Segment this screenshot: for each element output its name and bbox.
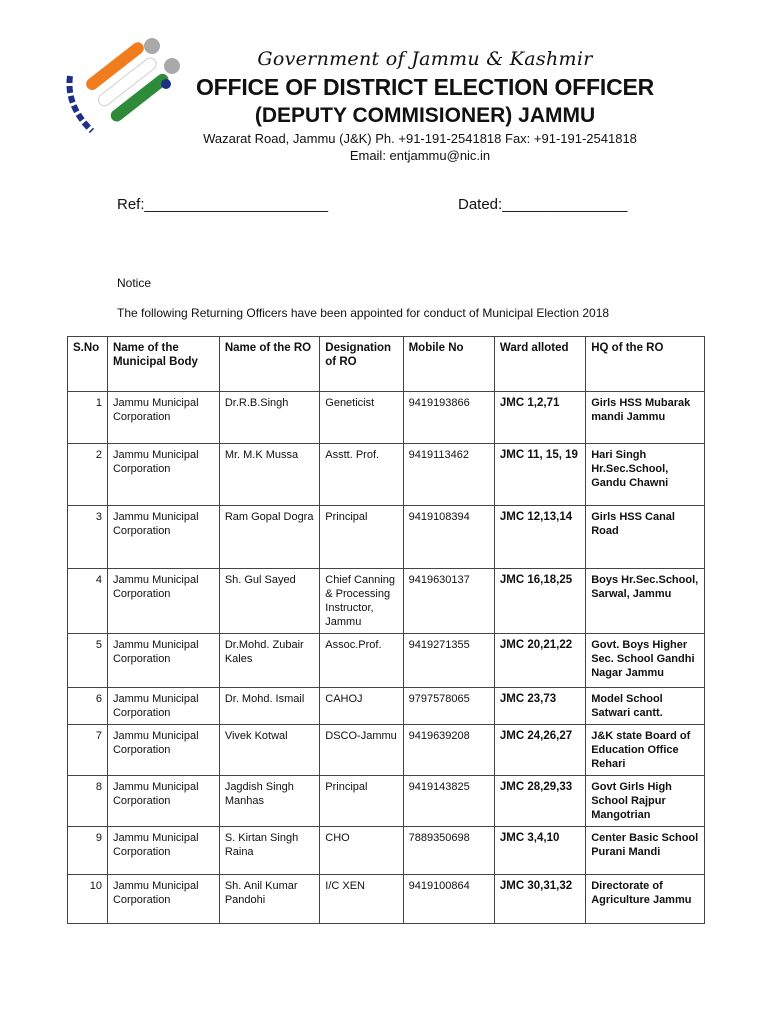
returning-officers-table — [67, 336, 705, 924]
cell-sno: 1 — [68, 392, 108, 444]
cell-hq: Girls HSS Mubarak mandi Jammu — [586, 392, 705, 444]
office-address: Wazarat Road, Jammu (J&K) Ph. +91-191-2541818 Fax: +91-191-2541818 — [203, 131, 637, 146]
cell-designation: Assoc.Prof. — [320, 634, 403, 688]
cell-sno: 3 — [68, 506, 108, 569]
notice-heading: Notice — [117, 276, 152, 290]
cell-ro-name: Dr.Mohd. Zubair Kales — [219, 634, 319, 688]
cell-mobile: 9419108394 — [403, 506, 494, 569]
header-sno: S.No — [68, 337, 108, 392]
cell-municipal-body: Jammu Municipal Corporation — [107, 776, 219, 827]
cell-hq: Govt. Boys Higher Sec. School Gandhi Nagar Jammu — [586, 634, 705, 688]
header-municipal-body: Name of the Municipal Body — [107, 337, 219, 392]
header-hq: HQ of the RO — [586, 337, 705, 392]
cell-ward: JMC 12,13,14 — [494, 506, 585, 569]
cell-municipal-body: Jammu Municipal Corporation — [107, 392, 219, 444]
header-designation: Designation of RO — [320, 337, 403, 392]
table-row — [68, 634, 705, 688]
cell-ward: JMC 1,2,71 — [494, 392, 585, 444]
table-row — [68, 875, 705, 924]
dated-line: Dated:_______________ — [458, 196, 628, 213]
cell-ward: JMC 3,4,10 — [494, 827, 585, 875]
cell-ward: JMC 30,31,32 — [494, 875, 585, 924]
cell-municipal-body: Jammu Municipal Corporation — [107, 569, 219, 634]
cell-designation: DSCO-Jammu — [320, 725, 403, 776]
cell-municipal-body: Jammu Municipal Corporation — [107, 444, 219, 506]
cell-municipal-body: Jammu Municipal Corporation — [107, 827, 219, 875]
cell-municipal-body: Jammu Municipal Corporation — [107, 725, 219, 776]
cell-sno: 4 — [68, 569, 108, 634]
cell-mobile: 9419630137 — [403, 569, 494, 634]
logo-grey-dot — [164, 58, 180, 74]
table-row — [68, 776, 705, 827]
cell-ro-name: Vivek Kotwal — [219, 725, 319, 776]
cell-ward: JMC 16,18,25 — [494, 569, 585, 634]
table-row — [68, 688, 705, 725]
header-ro-name: Name of the RO — [219, 337, 319, 392]
notice-intro: The following Returning Officers have been appointed for conduct of Municipal Election 2018 — [117, 306, 610, 320]
header-mobile: Mobile No — [403, 337, 494, 392]
cell-ward: JMC 23,73 — [494, 688, 585, 725]
cell-designation: I/C XEN — [320, 875, 403, 924]
cell-hq: Hari Singh Hr.Sec.School, Gandu Chawni — [586, 444, 705, 506]
table-row — [68, 569, 705, 634]
cell-designation: CHO — [320, 827, 403, 875]
cell-ro-name: Jagdish Singh Manhas — [219, 776, 319, 827]
table-row — [68, 827, 705, 875]
office-subtitle: (DEPUTY COMMISIONER) JAMMU — [254, 104, 596, 127]
cell-ward: JMC 11, 15, 19 — [494, 444, 585, 506]
cell-hq: Girls HSS Canal Road — [586, 506, 705, 569]
cell-mobile: 9419100864 — [403, 875, 494, 924]
cell-mobile: 9419113462 — [403, 444, 494, 506]
table-row — [68, 725, 705, 776]
cell-designation: Asstt. Prof. — [320, 444, 403, 506]
cell-sno: 8 — [68, 776, 108, 827]
cell-hq: Govt Girls High School Rajpur Mangotrian — [586, 776, 705, 827]
cell-designation: Geneticist — [320, 392, 403, 444]
cell-mobile: 7889350698 — [403, 827, 494, 875]
cell-municipal-body: Jammu Municipal Corporation — [107, 634, 219, 688]
cell-designation: Principal — [320, 506, 403, 569]
cell-sno: 10 — [68, 875, 108, 924]
cell-sno: 5 — [68, 634, 108, 688]
cell-sno: 9 — [68, 827, 108, 875]
table-row — [68, 444, 705, 506]
cell-ro-name: Dr. Mohd. Ismail — [219, 688, 319, 725]
cell-hq: Center Basic School Purani Mandi — [586, 827, 705, 875]
cell-ro-name: Dr.R.B.Singh — [219, 392, 319, 444]
government-title: Government of Jammu & Kashmir — [257, 48, 593, 70]
logo-grey-dot — [144, 38, 160, 54]
cell-ro-name: Sh. Gul Sayed — [219, 569, 319, 634]
cell-ward: JMC 28,29,33 — [494, 776, 585, 827]
cell-mobile: 9419639208 — [403, 725, 494, 776]
cell-mobile: 9797578065 — [403, 688, 494, 725]
cell-ro-name: Ram Gopal Dogra — [219, 506, 319, 569]
cell-sno: 2 — [68, 444, 108, 506]
cell-designation: CAHOJ — [320, 688, 403, 725]
table-row — [68, 392, 705, 444]
cell-ward: JMC 20,21,22 — [494, 634, 585, 688]
cell-sno: 6 — [68, 688, 108, 725]
cell-municipal-body: Jammu Municipal Corporation — [107, 688, 219, 725]
cell-ro-name: Mr. M.K Mussa — [219, 444, 319, 506]
cell-hq: Model School Satwari cantt. — [586, 688, 705, 725]
cell-municipal-body: Jammu Municipal Corporation — [107, 506, 219, 569]
cell-ro-name: S. Kirtan Singh Raina — [219, 827, 319, 875]
ref-line: Ref:______________________ — [117, 196, 329, 213]
table-header-row — [68, 337, 705, 392]
cell-mobile: 9419143825 — [403, 776, 494, 827]
header-ward: Ward alloted — [494, 337, 585, 392]
cell-hq: J&K state Board of Education Office Rehari — [586, 725, 705, 776]
cell-sno: 7 — [68, 725, 108, 776]
cell-ro-name: Sh. Anil Kumar Pandohi — [219, 875, 319, 924]
cell-mobile: 9419193866 — [403, 392, 494, 444]
cell-mobile: 9419271355 — [403, 634, 494, 688]
cell-ward: JMC 24,26,27 — [494, 725, 585, 776]
table-row — [68, 506, 705, 569]
office-email: Email: entjammu@nic.in — [349, 148, 491, 163]
cell-hq: Boys Hr.Sec.School, Sarwal, Jammu — [586, 569, 705, 634]
office-title: OFFICE OF DISTRICT ELECTION OFFICER — [195, 74, 655, 100]
cell-municipal-body: Jammu Municipal Corporation — [107, 875, 219, 924]
cell-hq: Directorate of Agriculture Jammu — [586, 875, 705, 924]
cell-designation: Chief Canning & Processing Instructor, Jammu — [320, 569, 403, 634]
cell-designation: Principal — [320, 776, 403, 827]
